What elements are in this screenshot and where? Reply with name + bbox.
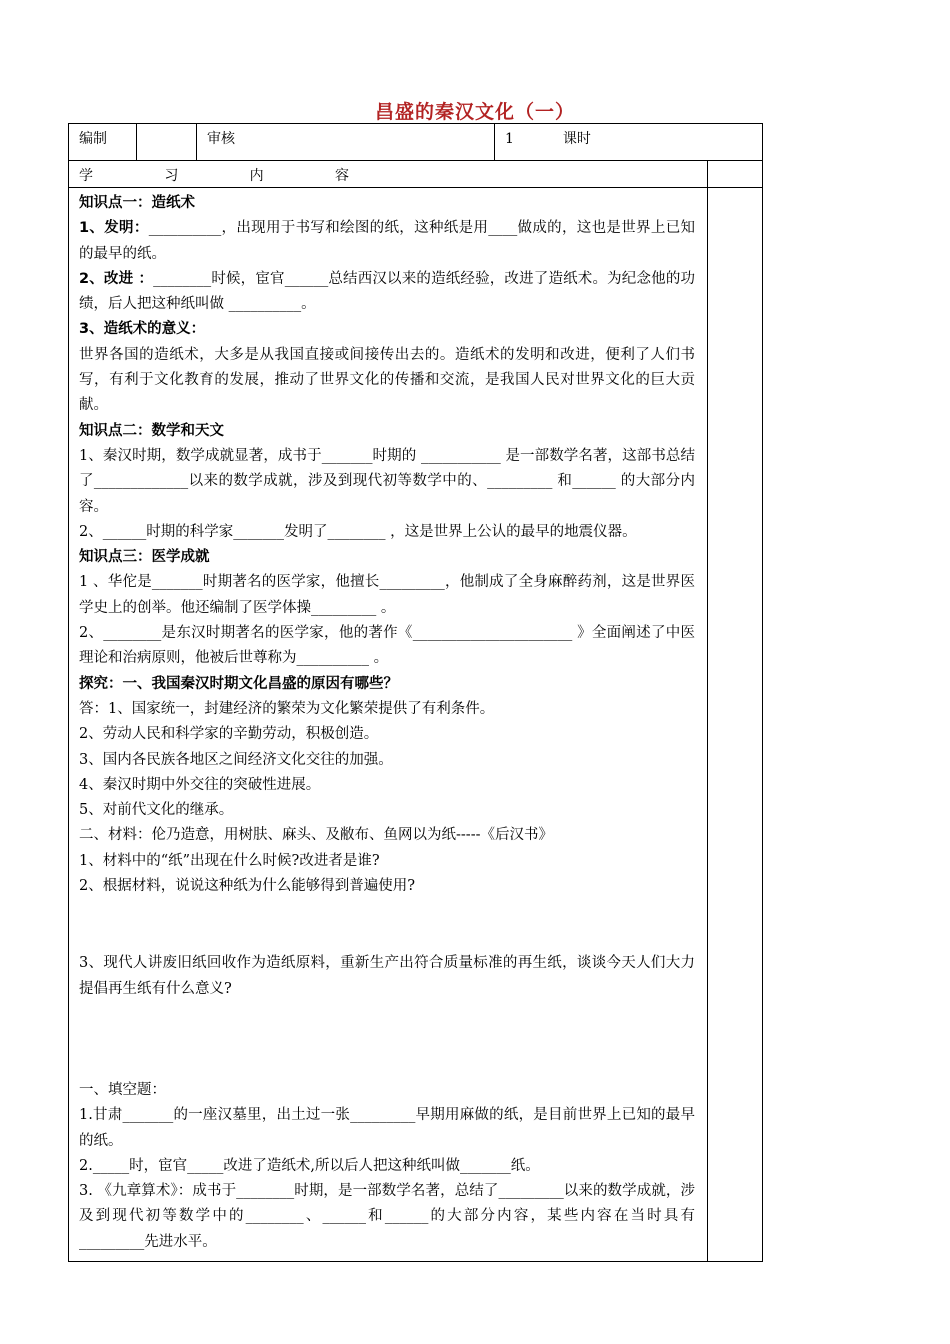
study-char-3: 内 — [249, 168, 264, 184]
answer-space-3[interactable] — [79, 1002, 695, 1078]
fill-question-3: 3. 《九章算术》：成书于________时期，是一部数学名著，总结了_________以来的数学成就，涉及到现代初等数学中的________、______和______的大部分内容，某些内容在当时具有_________先进水平。 — [79, 1183, 695, 1250]
fill-title: 一、填空题： — [79, 1081, 166, 1098]
explore-answer-5: 5、对前代文化的继承。 — [79, 802, 234, 819]
main-content-cell — [69, 188, 708, 1262]
period-label: 课时 — [562, 131, 591, 147]
notes-cell[interactable] — [708, 188, 763, 1262]
main-content — [69, 188, 707, 1261]
kp1-meaning-text: 世界各国的造纸术，大多是从我国直接或间接传出去的。造纸术的发明和改进，便利了人们书写，有利于文化教育的发展，推动了世界文化的传播和交流，是我国人民对世界文化的巨大贡献。 — [79, 346, 695, 414]
period-cell — [495, 124, 763, 161]
notes-header-cell — [708, 161, 763, 188]
kp2-title: 知识点二：数学和天文 — [79, 422, 224, 439]
explore-answer-3: 3、国内各民族各地区之间经济文化交往的加强。 — [79, 751, 393, 768]
kp3-question-1: 1 、华佗是_______时期著名的医学家，他擅长_________，他制成了全身麻醉药剂，这是世界医学史上的创举。他还编制了医学体操_________ 。 — [79, 574, 695, 616]
explore-answer-1: 答：1、国家统一，封建经济的繁荣为文化繁荣提供了有利条件。 — [79, 700, 495, 717]
review-label: 审核 — [207, 131, 235, 147]
kp1-improve-text: ________时候，宦官______总结西汉以来的造纸经验，改进了造纸术。为纪念他的功绩，后人把这种纸叫做 __________。 — [79, 270, 695, 313]
kp1-invent-label: 1、发明： — [79, 220, 149, 237]
fill-question-1: 1.甘肃_______的一座汉墓里，出土过一张_________早期用麻做的纸，是目前世界上已知的最早的纸。 — [79, 1107, 695, 1149]
kp1-meaning-label: 3、造纸术的意义： — [79, 321, 206, 338]
compile-label-cell — [69, 124, 137, 161]
study-char-4: 容 — [334, 168, 349, 184]
material-question-2: 2、根据材料，说说这种纸为什么能够得到普遍使用? — [79, 878, 415, 895]
page-title: 昌盛的秦汉文化（一） — [374, 101, 575, 123]
compile-label: 编制 — [79, 131, 107, 147]
kp2-question-2: 2、______时期的科学家_______发明了________ ，这是世界上公认的最早的地震仪器。 — [79, 523, 637, 540]
main-content-row — [69, 188, 763, 1262]
material-question-3: 3、现代人讲废旧纸回收作为造纸原料，重新生产出符合质量标准的再生纸，谈谈今天人们大力提倡再生纸有什么意义? — [79, 955, 695, 997]
kp1-improve-label: 2、改进 ： — [79, 270, 154, 287]
kp2-question-1: 1、秦汉时期，数学成就显著，成书于_______时期的 ___________ 是一部数学名著，这部书总结了_____________以来的数学成就，涉及到现代初等数学中的、_________ 和______ 的大部分内容。 — [79, 447, 695, 515]
header-row — [69, 124, 763, 161]
explore-title: 探究：一、我国秦汉时期文化昌盛的原因有哪些？ — [79, 675, 398, 692]
material-question-1: 1、材料中的“纸”出现在什么时候?改进者是谁? — [79, 852, 380, 869]
compile-value-cell[interactable] — [137, 124, 197, 161]
kp1-invent — [79, 216, 695, 267]
explore-answer-2: 2、劳动人民和科学家的辛勤劳动，积极创造。 — [79, 726, 379, 743]
kp3-title: 知识点三：医学成就 — [79, 549, 210, 566]
fill-question-2: 2._____时，宦官_____改进了造纸术,所以后人把这种纸叫做_______纸。 — [79, 1157, 540, 1174]
study-content-heading — [69, 161, 349, 185]
period-number: 1 — [505, 131, 514, 147]
explore-answer-4: 4、秦汉时期中外交往的突破性进展。 — [79, 776, 321, 793]
kp3-question-2: 2、________是东汉时期著名的医学家，他的著作《______________________ 》全面阐述了中医理论和治病原则，他被后世尊称为__________ 。 — [79, 625, 695, 667]
study-content-row — [69, 161, 763, 188]
worksheet-table — [68, 123, 763, 1262]
review-cell[interactable] — [197, 124, 495, 161]
study-char-2: 习 — [164, 168, 179, 184]
answer-space-2[interactable] — [79, 899, 695, 951]
material-line: 二、材料：伦乃造意，用树肤、麻头、及敝布、鱼网以为纸-----《后汉书》 — [79, 827, 553, 844]
kp1-improve — [79, 267, 695, 318]
study-content-heading-cell — [69, 161, 708, 188]
kp1-invent-text: __________，出现用于书写和绘图的纸，这种纸是用____做成的，这也是世界上已知的最早的纸。 — [79, 220, 696, 262]
kp1-title: 知识点一：造纸术 — [79, 195, 195, 211]
study-char-1: 学 — [79, 168, 93, 184]
